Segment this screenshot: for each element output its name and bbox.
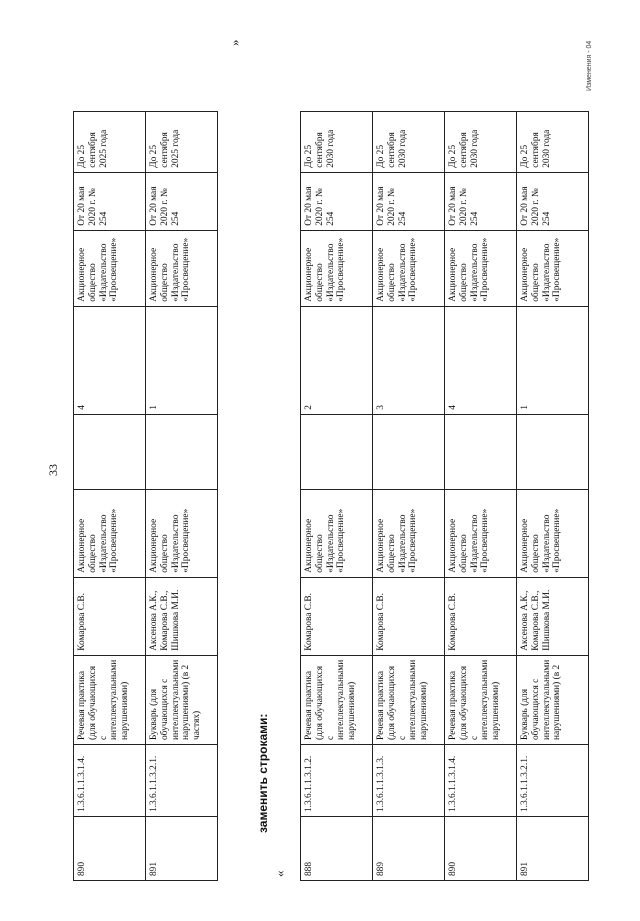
table-cell: 1.3.6.1.1.3.1.3.	[373, 745, 445, 817]
page-number: 33	[46, 464, 60, 476]
table-cell: Акционерное общество «Издательство «Просвещение»	[74, 230, 146, 306]
table-cell: Акционерное общество «Издательство «Просвещение»	[445, 230, 517, 306]
table-cell: Речевая практика (для обучающихся с интеллектуальными нарушениями)	[74, 655, 146, 744]
table-cell: 891	[146, 817, 218, 881]
table-cell: От 20 мая 2020 г. № 254	[301, 172, 373, 230]
table-row	[517, 111, 589, 880]
table-cell: Комарова С.В.	[74, 577, 146, 655]
table-cell: До 25 сентября 2030 года	[301, 111, 373, 172]
table-cell: Акционерное общество «Издательство «Просвещение»	[301, 489, 373, 577]
table-cell: 1.3.6.1.1.3.1.4.	[74, 745, 146, 817]
table-cell: 890	[74, 817, 146, 881]
table-cell: От 20 мая 2020 г. № 254	[74, 172, 146, 230]
table-cell: 1.3.6.1.1.3.1.4.	[445, 745, 517, 817]
table-cell: До 25 сентября 2030 года	[445, 111, 517, 172]
top-table	[73, 111, 218, 881]
table-cell: Акционерное общество «Издательство «Просвещение»	[373, 230, 445, 306]
table-row	[301, 111, 373, 880]
table-cell: Речевая практика (для обучающихся с интеллектуальными нарушениями)	[445, 655, 517, 744]
footer-revision: Изменения - 04	[586, 40, 593, 91]
table-cell: Акционерное общество «Издательство «Просвещение»	[146, 230, 218, 306]
table-cell: Акционерное общество «Издательство «Просвещение»	[445, 489, 517, 577]
table-cell: До 25 сентября 2030 года	[517, 111, 589, 172]
table-cell: Акционерное общество «Издательство «Просвещение»	[373, 489, 445, 577]
table-cell: От 20 мая 2020 г. № 254	[517, 172, 589, 230]
table-cell: От 20 мая 2020 г. № 254	[373, 172, 445, 230]
table-cell: До 25 сентября 2025 года	[146, 111, 218, 172]
table-cell	[373, 414, 445, 489]
table-cell: До 25 сентября 2030 года	[373, 111, 445, 172]
table-cell	[301, 414, 373, 489]
table-cell: Комарова С.В.	[445, 577, 517, 655]
table-cell: 888	[301, 817, 373, 881]
closing-quote: »	[227, 39, 242, 46]
table-cell	[146, 414, 218, 489]
table-cell: От 20 мая 2020 г. № 254	[146, 172, 218, 230]
table-cell: Аксенова А.К., Комарова С.В., Шишкова М.И.	[146, 577, 218, 655]
instruction-text: заменить строками:	[256, 713, 270, 833]
table-cell: 1.3.6.1.1.3.2.1.	[517, 745, 589, 817]
table-cell: 1.3.6.1.1.3.2.1.	[146, 745, 218, 817]
table-cell: Букварь (для обучающихся с интеллектуальными нарушениями) (в 2 частях)	[146, 655, 218, 744]
opening-quote: «	[272, 870, 287, 877]
table-cell: 1.3.6.1.1.3.1.2.	[301, 745, 373, 817]
table-cell: 1	[146, 306, 218, 414]
table-cell: Аксенова А.К., Комарова С.В., Шишкова М.И.	[517, 577, 589, 655]
table-cell	[445, 414, 517, 489]
table-cell: Акционерное общество «Издательство «Просвещение»	[517, 230, 589, 306]
table-cell: 4	[445, 306, 517, 414]
table-cell: Речевая практика (для обучающихся с интеллектуальными нарушениями)	[373, 655, 445, 744]
table-row	[74, 111, 146, 880]
table-cell: 891	[517, 817, 589, 881]
table-cell: Акционерное общество «Издательство «Просвещение»	[74, 489, 146, 577]
table-cell: Акционерное общество «Издательство «Просвещение»	[517, 489, 589, 577]
table-row	[445, 111, 517, 880]
table-cell: Речевая практика (для обучающихся с интеллектуальными нарушениями)	[301, 655, 373, 744]
table-cell: Комарова С.В.	[373, 577, 445, 655]
table-cell: Букварь (для обучающихся с интеллектуальными нарушениями) (в 2	[517, 655, 589, 744]
table-cell: От 20 мая 2020 г. № 254	[445, 172, 517, 230]
table-row	[146, 111, 218, 880]
table-cell: 889	[373, 817, 445, 881]
table-cell: 2	[301, 306, 373, 414]
table-cell	[74, 414, 146, 489]
table-cell: До 25 сентября 2025 года	[74, 111, 146, 172]
table-cell: 4	[74, 306, 146, 414]
table-cell: Комарова С.В.	[301, 577, 373, 655]
table-cell: Акционерное общество «Издательство «Просвещение»	[146, 489, 218, 577]
table-cell: 1	[517, 306, 589, 414]
table-cell	[517, 414, 589, 489]
table-row	[373, 111, 445, 880]
table-cell: Акционерное общество «Издательство «Просвещение»	[301, 230, 373, 306]
table-cell: 3	[373, 306, 445, 414]
bottom-table	[300, 111, 589, 881]
table-cell: 890	[445, 817, 517, 881]
